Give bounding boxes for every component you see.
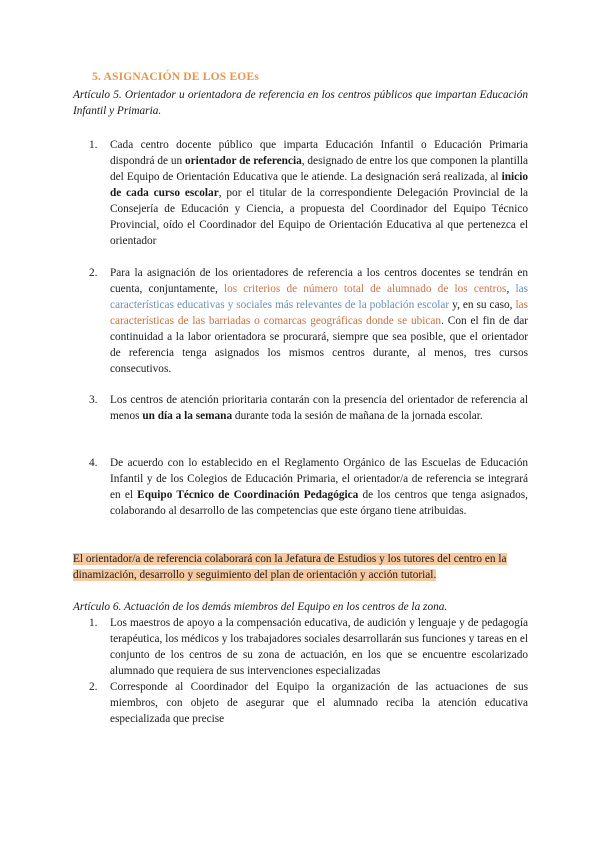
criteria-text: los criterios de número total de alumnado de los centros xyxy=(223,283,507,295)
bold-term: Equipo Técnico de Coordinación Pedagógica xyxy=(137,489,359,501)
highlighted-paragraph xyxy=(73,551,529,583)
item-text: Los maestros de apoyo a la compensación educativa, de audición y lenguaje y de pedagogía terapéutica, los médicos y los trabajadores sociales desarrollarán sus funciones y tareas en el conjunto de los centros de su zona de actuación, en los que se encuentre escolarizado alumnado que requiera de sus intervenciones especializadas xyxy=(110,617,528,677)
bold-term: inicio de cada curso escolar xyxy=(110,171,528,199)
bold-term: orientador de referencia xyxy=(185,155,302,167)
item-number: 1. xyxy=(89,617,98,629)
item-text: Los centros de atención prioritaria contarán con la presencia del orientador de referencia al menos un día a la semana durante toda la sesión de mañana de la jornada escolar. xyxy=(110,394,528,422)
article-5-title: Artículo 5. Orientador u orientadora de referencia en los centros públicos que impartan Educación Infantil y Primaria. xyxy=(73,89,528,117)
highlight: El orientador/a de referencia colaborará con la Jefatura de Estudios y los tutores del centro en la dinamización, desarrollo y seguimiento del plan de orientación y acción tutorial. xyxy=(73,553,507,581)
item-number: 2. xyxy=(89,267,98,279)
item-number: 2. xyxy=(89,681,98,693)
item-text: De acuerdo con lo establecido en el Reglamento Orgánico de las Escuelas de Educación Infantil y de los Colegios de Educación Primaria, el orientador/a de referencia se integrará en el Equipo Técnico de Coordinación Pedagógica de los centros que tenga asignados, colaborando al desarrollo de las competencias que este órgano tiene atribuidas. xyxy=(110,457,528,517)
item-text: Para la asignación de los orientadores de referencia a los centros docentes se tendrán en cuenta, conjuntamente, los criterios de número total de alumnado de los centros, las características educativas y sociales más relevantes de la población escolar y, en su caso, las características de las barriadas o comarcas geográficas donde se ubican. Con el fin de dar continuidad a la labor orientadora se procurará, siempre que sea posible, que el orientador de referencia tenga asignados los mismos centros durante, al menos, tres cursos consecutivos. xyxy=(110,267,529,375)
bold-term: un día a la semana xyxy=(142,410,233,422)
characteristics-text: las características educativas y sociales más relevantes de la población escolar xyxy=(110,283,528,311)
item-text: Cada centro docente público que imparta Educación Infantil o Educación Primaria dispondrá de un orientador de referencia, designado de entre los que componen la plantilla del Equipo de Orientación Educativa que le atiende. La designación será realizada, al inicio de cada curso escolar, por el titular de la correspondiente Delegación Provincial de la Consejería de Educación y Ciencia, a propuesta del Coordinador del Equipo Técnico Provincial, oído el Coordinador del Equipo de Orientación Educativa al que pertenezca el orientador xyxy=(110,139,529,247)
geography-text: las características de las barriadas o comarcas geográficas donde se ubican xyxy=(110,299,529,327)
article-6-title: Artículo 6. Actuación de los demás miembros del Equipo en los centros de la zona. xyxy=(73,601,448,613)
item-number: 3. xyxy=(89,394,98,406)
section-heading: 5. ASIGNACIÓN DE LOS EOEs xyxy=(92,71,259,83)
item-text: Corresponde al Coordinador del Equipo la organización de las actuaciones de sus miembros, con objeto de asegurar que el alumnado reciba la atención educativa especializada que precise xyxy=(110,681,528,725)
item-number: 1. xyxy=(89,139,98,151)
item-number: 4. xyxy=(89,457,98,469)
